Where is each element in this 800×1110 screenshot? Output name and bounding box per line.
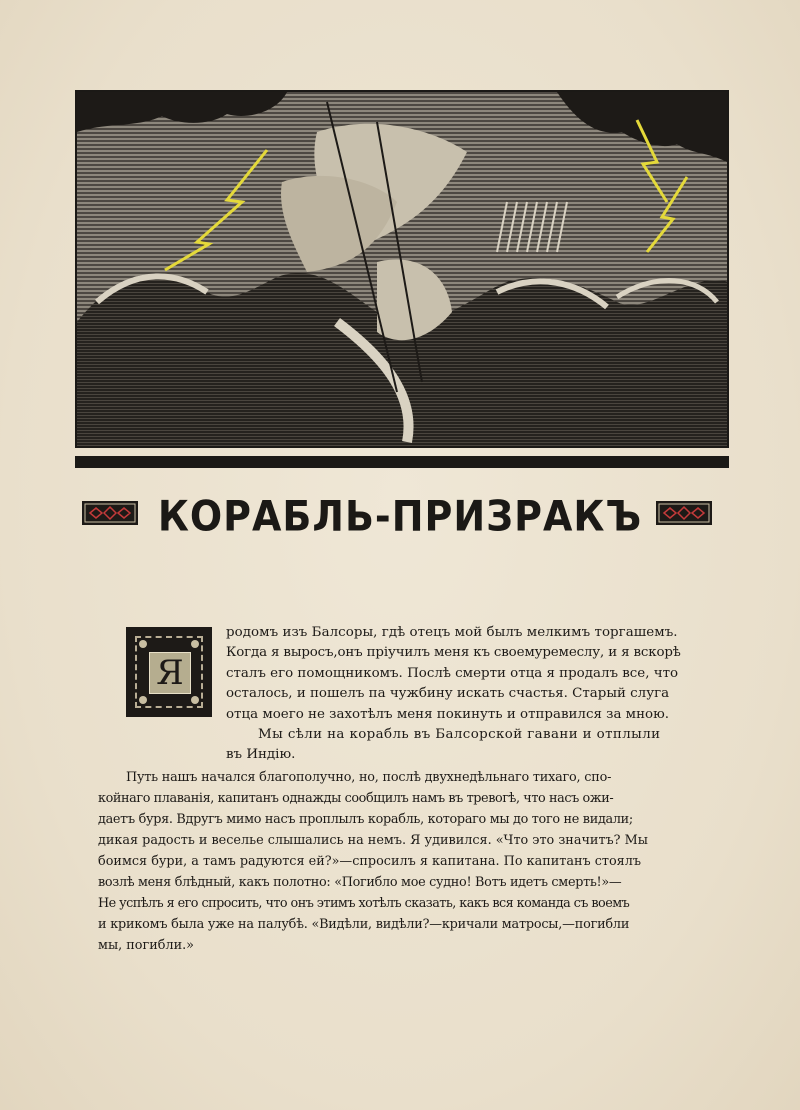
text-line: осталось, и пошелъ па чужбину искать счастья. Старый слуга bbox=[226, 686, 670, 701]
drop-cap-corner-dot bbox=[191, 640, 199, 648]
drop-cap-frame bbox=[135, 636, 203, 708]
text-line: боимся бури, а тамъ радуются ей?»—спросилъ я капитана. По капитанъ стоялъ bbox=[98, 854, 642, 869]
title-ornament-left bbox=[82, 501, 138, 525]
text-line: даетъ буря. Вдругъ мимо насъ проплылъ корабль, котораго мы до того не видали; bbox=[98, 812, 633, 827]
text-line: дикая радость и веселье слышались на немъ. Я удивился. «Что это значитъ? Мы bbox=[98, 833, 648, 848]
text-line: возлѣ меня блѣдный, какъ полотно: «Погибло мое судно! Вотъ идетъ смерть!»— bbox=[98, 875, 622, 890]
text-line: мы, погибли.» bbox=[98, 938, 195, 953]
text-line: въ Индію. bbox=[226, 747, 296, 762]
title-ornament-right bbox=[656, 501, 712, 525]
text-line: Не успѣлъ я его спросить, что онъ этимъ хотѣлъ сказать, какъ вся команда съ воемъ bbox=[98, 896, 630, 911]
text-line: Мы сѣли на корабль въ Балсорской гавани и отплыли bbox=[258, 727, 661, 742]
text-line: Когда я выросъ,онъ пріучилъ меня къ своемуремеслу, и я вскорѣ bbox=[226, 645, 681, 660]
page-title: КОРАБЛЬ-ПРИЗРАКЪ bbox=[157, 491, 643, 541]
heavy-divider-rule bbox=[75, 456, 729, 468]
text-line: койнаго плаванія, капитанъ однажды сообщилъ намъ въ тревогѣ, что насъ ожи- bbox=[98, 791, 614, 806]
text-line: и крикомъ была уже на палубѣ. «Видѣли, видѣли?—кричали матросы,—погибли bbox=[98, 917, 630, 932]
text-line: сталъ его помощникомъ. Послѣ смерти отца я продалъ все, что bbox=[226, 666, 679, 681]
drop-cap-corner-dot bbox=[191, 696, 199, 704]
drop-cap-corner-dot bbox=[139, 640, 147, 648]
text-line: родомъ изъ Балсоры, гдѣ отецъ мой былъ мелкимъ торгашемъ. bbox=[226, 625, 678, 640]
drop-cap-corner-dot bbox=[139, 696, 147, 704]
text-line: Путь нашъ начался благополучно, но, послѣ двухнедѣльнаго тихаго, спо- bbox=[126, 770, 612, 785]
text-line: отца моего не захотѣлъ меня покинуть и отправился за мною. bbox=[226, 707, 670, 722]
ghost-ship-illustration bbox=[75, 90, 729, 448]
drop-cap-letter: Я bbox=[149, 652, 191, 694]
drop-cap bbox=[126, 627, 212, 717]
